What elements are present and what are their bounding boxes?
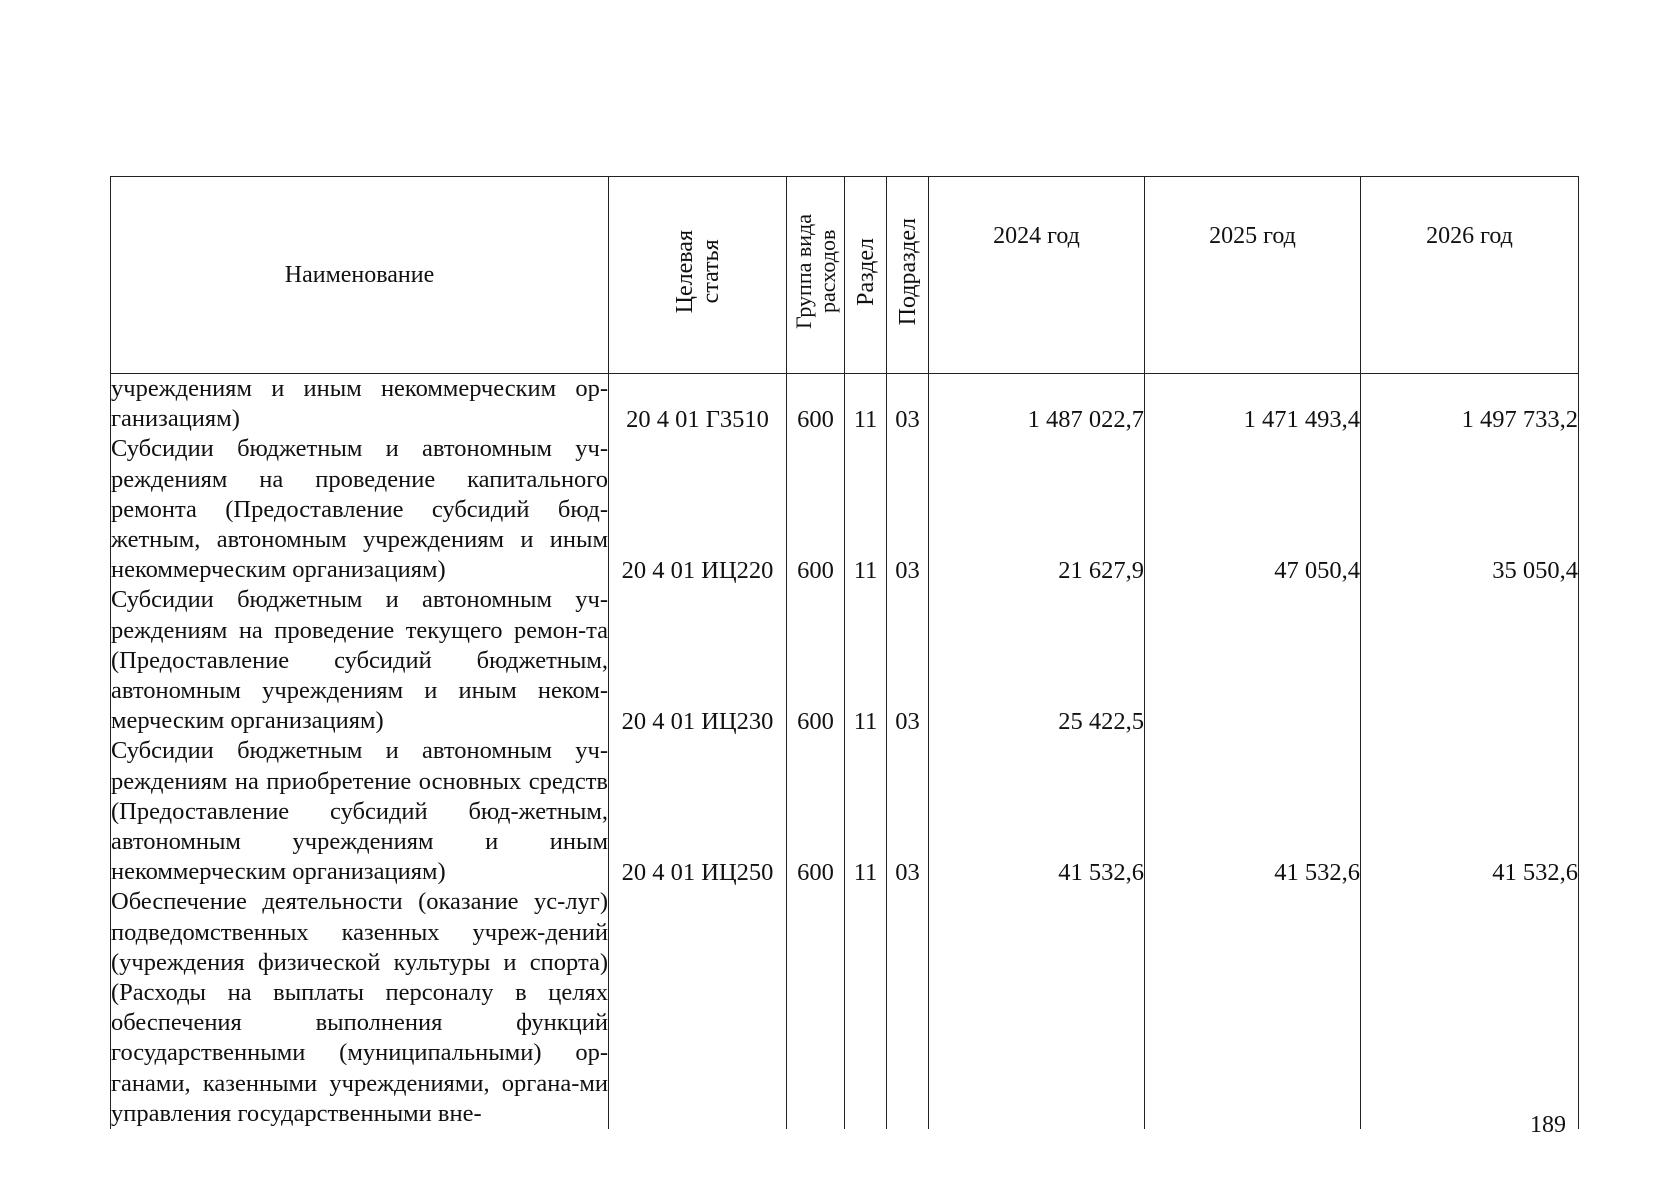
row-value-2025: 1 471 493,4 bbox=[1145, 374, 1361, 435]
row-value-2025 bbox=[1145, 585, 1361, 736]
row-code: 20 4 01 ИЦ230 bbox=[609, 585, 787, 736]
row-subsection: 03 bbox=[887, 434, 929, 585]
page-number: 189 bbox=[1530, 1112, 1566, 1138]
header-year-2025: 2025 год bbox=[1145, 177, 1361, 374]
row-value-2026 bbox=[1361, 887, 1579, 1129]
row-section: 11 bbox=[845, 434, 887, 585]
row-name: Обеспечение деятельности (оказание ус-луг) подведомственных казенных учреж-дений (учреждения физической культуры и спорта) (Расходы на выплаты персоналу в целях обеспечения выполнения функций государственными (муниципальными) ор-ганами, казенными учреждениями, органа-ми управления государственными вне- bbox=[111, 887, 609, 1129]
table-row bbox=[111, 736, 1579, 887]
row-value-2024: 25 422,5 bbox=[929, 585, 1145, 736]
row-value-2024: 21 627,9 bbox=[929, 434, 1145, 585]
row-subsection bbox=[887, 887, 929, 1129]
row-value-2024 bbox=[929, 887, 1145, 1129]
table-row bbox=[111, 374, 1579, 435]
header-subsection: Подраздел bbox=[887, 177, 929, 374]
row-name: учреждениям и иным некоммерческим ор-ганизациям) bbox=[111, 374, 609, 435]
row-section: 11 bbox=[845, 585, 887, 736]
row-name: Субсидии бюджетным и автономным уч-реждениям на приобретение основных средств (Предоставление субсидий бюд-жетным, автономным учреждениям и иным некоммерческим организациям) bbox=[111, 736, 609, 887]
row-subsection: 03 bbox=[887, 585, 929, 736]
table-row bbox=[111, 887, 1579, 1129]
row-value-2026: 41 532,6 bbox=[1361, 736, 1579, 887]
row-value-2024: 1 487 022,7 bbox=[929, 374, 1145, 435]
header-section: Раздел bbox=[845, 177, 887, 374]
row-name: Субсидии бюджетным и автономным уч-реждениям на проведение текущего ремон-та (Предоставление субсидий бюджетным, автономным учреждениям и иным неком-мерческим организациям) bbox=[111, 585, 609, 736]
row-section bbox=[845, 887, 887, 1129]
budget-table bbox=[110, 176, 1579, 1129]
row-group: 600 bbox=[787, 434, 845, 585]
row-value-2026: 35 050,4 bbox=[1361, 434, 1579, 585]
row-value-2025: 47 050,4 bbox=[1145, 434, 1361, 585]
row-code: 20 4 01 ИЦ220 bbox=[609, 434, 787, 585]
header-expense-group: Группа вида расходов bbox=[787, 177, 845, 374]
row-subsection: 03 bbox=[887, 736, 929, 887]
row-section: 11 bbox=[845, 374, 887, 435]
row-value-2025: 41 532,6 bbox=[1145, 736, 1361, 887]
row-section: 11 bbox=[845, 736, 887, 887]
table-row bbox=[111, 434, 1579, 585]
row-code: 20 4 01 Г3510 bbox=[609, 374, 787, 435]
header-name: Наименование bbox=[111, 177, 609, 374]
table-row bbox=[111, 585, 1579, 736]
table-header-row bbox=[111, 177, 1579, 374]
header-year-2026: 2026 год bbox=[1361, 177, 1579, 374]
row-group: 600 bbox=[787, 736, 845, 887]
header-year-2024: 2024 год bbox=[929, 177, 1145, 374]
row-code: 20 4 01 ИЦ250 bbox=[609, 736, 787, 887]
row-name: Субсидии бюджетным и автономным уч-реждениям на проведение капитального ремонта (Предоставление субсидий бюд-жетным, автономным учреждениям и иным некоммерческим организациям) bbox=[111, 434, 609, 585]
row-subsection: 03 bbox=[887, 374, 929, 435]
header-target-article: Целевая статья bbox=[609, 177, 787, 374]
row-value-2025 bbox=[1145, 887, 1361, 1129]
row-group bbox=[787, 887, 845, 1129]
row-group: 600 bbox=[787, 374, 845, 435]
row-value-2024: 41 532,6 bbox=[929, 736, 1145, 887]
row-value-2026: 1 497 733,2 bbox=[1361, 374, 1579, 435]
row-value-2026 bbox=[1361, 585, 1579, 736]
row-group: 600 bbox=[787, 585, 845, 736]
row-code bbox=[609, 887, 787, 1129]
